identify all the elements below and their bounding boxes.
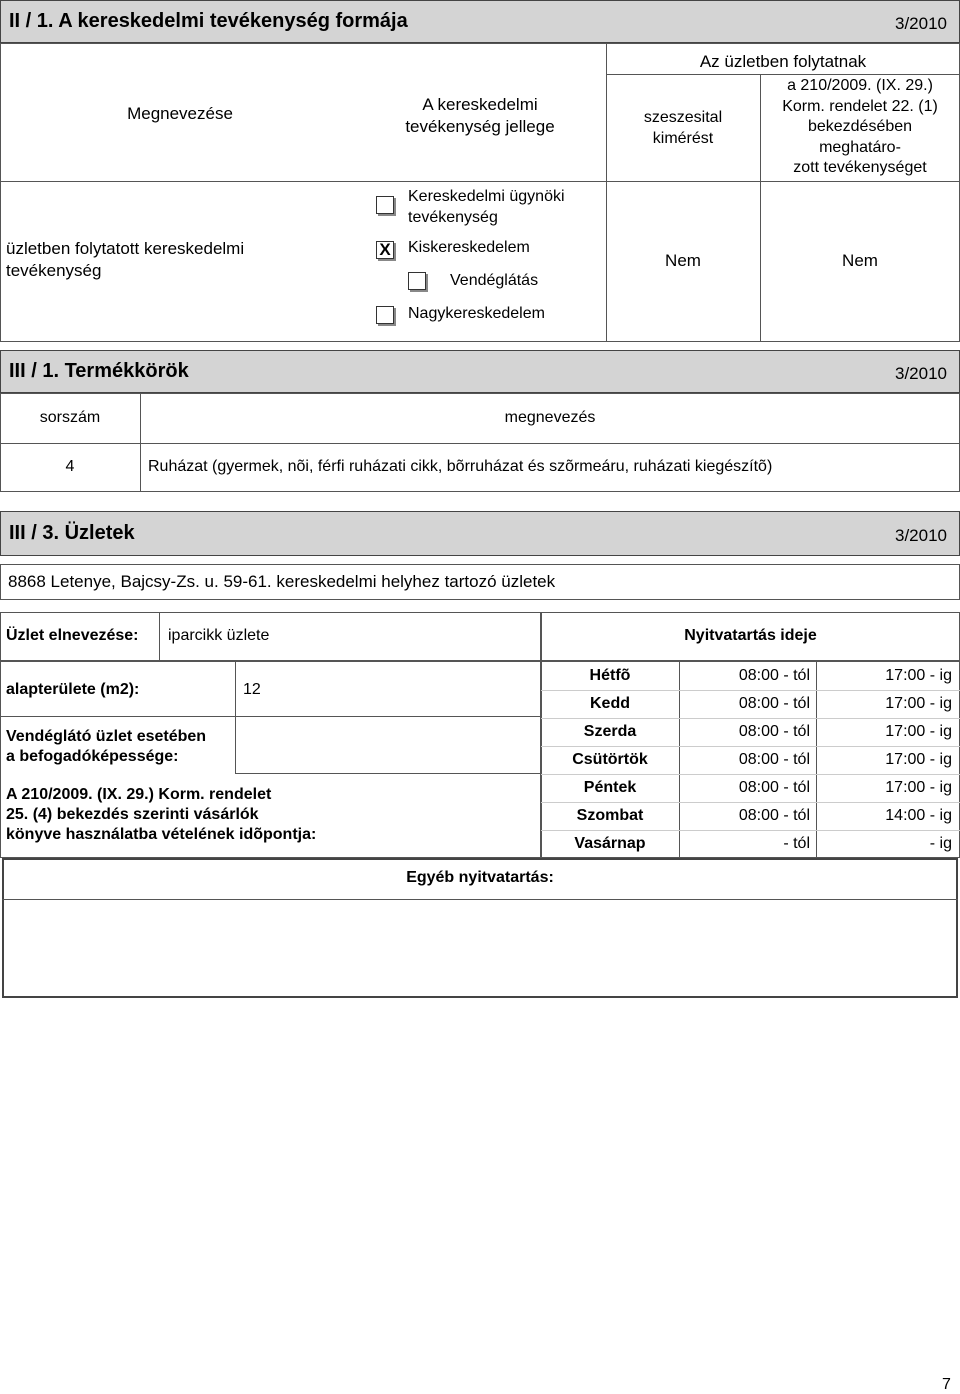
hours-to: 17:00 - ig bbox=[885, 667, 952, 684]
hours-day: Szombat bbox=[576, 807, 644, 824]
val-szeszesital: Nem bbox=[665, 251, 701, 270]
section-number: 3/2010 bbox=[895, 14, 947, 33]
hours-row-divider bbox=[541, 774, 960, 775]
col-jellege: A kereskedelmi tevékenység jellege bbox=[405, 95, 555, 136]
hours-row-divider bbox=[541, 830, 960, 831]
termek-sorszam: 4 bbox=[65, 458, 75, 475]
hours-day: Péntek bbox=[583, 779, 637, 796]
hours-from: 08:00 - tól bbox=[738, 751, 810, 768]
option-ugynoki-label: Kereskedelmi ügynöki tevékenység bbox=[408, 188, 565, 226]
checkbox-nagykereskedelem[interactable] bbox=[376, 306, 394, 324]
option-vendeglatas-label: Vendéglátás bbox=[450, 272, 539, 289]
row-label-uzletben: üzletben folytatott kereskedelmi tevékenység bbox=[6, 239, 245, 280]
col-szeszesital: szeszesital kimérést bbox=[643, 109, 723, 147]
hours-day: Csütörtök bbox=[572, 751, 648, 768]
val-rendelet: Nem bbox=[842, 251, 878, 270]
option-nagykereskedelem-label: Nagykereskedelem bbox=[408, 305, 545, 322]
uzlet-label: Üzlet elnevezése: bbox=[6, 627, 139, 644]
col-megnevezese: Megnevezése bbox=[127, 104, 233, 123]
alapterulet-label: alapterülete (m2): bbox=[6, 681, 140, 698]
hours-row-divider bbox=[541, 746, 960, 747]
section-title: III / 3. Üzletek bbox=[9, 522, 135, 544]
hours-from: 08:00 - tól bbox=[738, 807, 810, 824]
hours-from: 08:00 - tól bbox=[738, 779, 810, 796]
hours-from: 08:00 - tól bbox=[738, 667, 810, 684]
alapterulet-value: 12 bbox=[243, 681, 261, 698]
hours-to: 17:00 - ig bbox=[885, 695, 952, 712]
address-text: 8868 Letenye, Bajcsy-Zs. u. 59-61. kereskedelmi helyhez tartozó üzletek bbox=[8, 572, 556, 591]
egyeb-label: Egyéb nyitvatartás: bbox=[406, 869, 554, 886]
col-uzletben: Az üzletben folytatnak bbox=[699, 52, 867, 71]
section-title: III / 1. Termékkörök bbox=[9, 360, 189, 382]
vasarlok-label: A 210/2009. (IX. 29.) Korm. rendelet 25. (4) bekezdés szerinti vásárlók könyve használatba vételének idõpontja: bbox=[6, 786, 317, 843]
section-header-uzletek bbox=[0, 511, 960, 556]
section-number: 3/2010 bbox=[895, 526, 947, 545]
checkbox-vendeglatas[interactable] bbox=[408, 272, 426, 290]
col-rendelet: a 210/2009. (IX. 29.) Korm. rendelet 22. (1) bekezdésében meghatáro- zott tevékenységet bbox=[782, 77, 938, 176]
hours-day: Szerda bbox=[583, 723, 637, 740]
nyitvatartas-label: Nyitvatartás ideje bbox=[684, 627, 817, 644]
hours-to: 17:00 - ig bbox=[885, 723, 952, 740]
termek-megnevezes: Ruházat (gyermek, nõi, férfi ruházati cikk, bõrruházat és szõrmeáru, ruházati kiegészítõ) bbox=[148, 458, 773, 475]
hours-from: 08:00 - tól bbox=[738, 723, 810, 740]
checkbox-ugynoki[interactable] bbox=[376, 196, 394, 214]
uzlet-value: iparcikk üzlete bbox=[168, 627, 270, 644]
vendeglato-label: Vendéglátó üzlet esetében a befogadóképessége: bbox=[6, 728, 207, 765]
hours-to: 17:00 - ig bbox=[885, 751, 952, 768]
hours-row-divider bbox=[541, 802, 960, 803]
section-header-forma bbox=[0, 0, 960, 43]
hours-day: Hétfõ bbox=[589, 667, 631, 684]
section-number: 3/2010 bbox=[895, 364, 947, 383]
page-number: 7 bbox=[942, 1376, 951, 1393]
hours-from: 08:00 - tól bbox=[738, 695, 810, 712]
checkbox-kiskereskedelem[interactable]: X bbox=[376, 241, 394, 259]
col-megnevezes: megnevezés bbox=[504, 409, 596, 426]
hours-to: - ig bbox=[929, 835, 952, 852]
hours-to: 17:00 - ig bbox=[885, 779, 952, 796]
hours-from: - tól bbox=[783, 835, 810, 852]
hours-row-divider bbox=[541, 718, 960, 719]
hours-day: Kedd bbox=[590, 695, 630, 712]
option-kiskereskedelem-label: Kiskereskedelem bbox=[408, 239, 530, 256]
section-header-termekkorok bbox=[0, 350, 960, 393]
hours-to: 14:00 - ig bbox=[885, 807, 952, 824]
hours-row-divider bbox=[541, 690, 960, 691]
col-sorszam: sorszám bbox=[39, 409, 101, 426]
section-title: II / 1. A kereskedelmi tevékenység formája bbox=[9, 10, 408, 32]
hours-day: Vasárnap bbox=[574, 835, 646, 852]
